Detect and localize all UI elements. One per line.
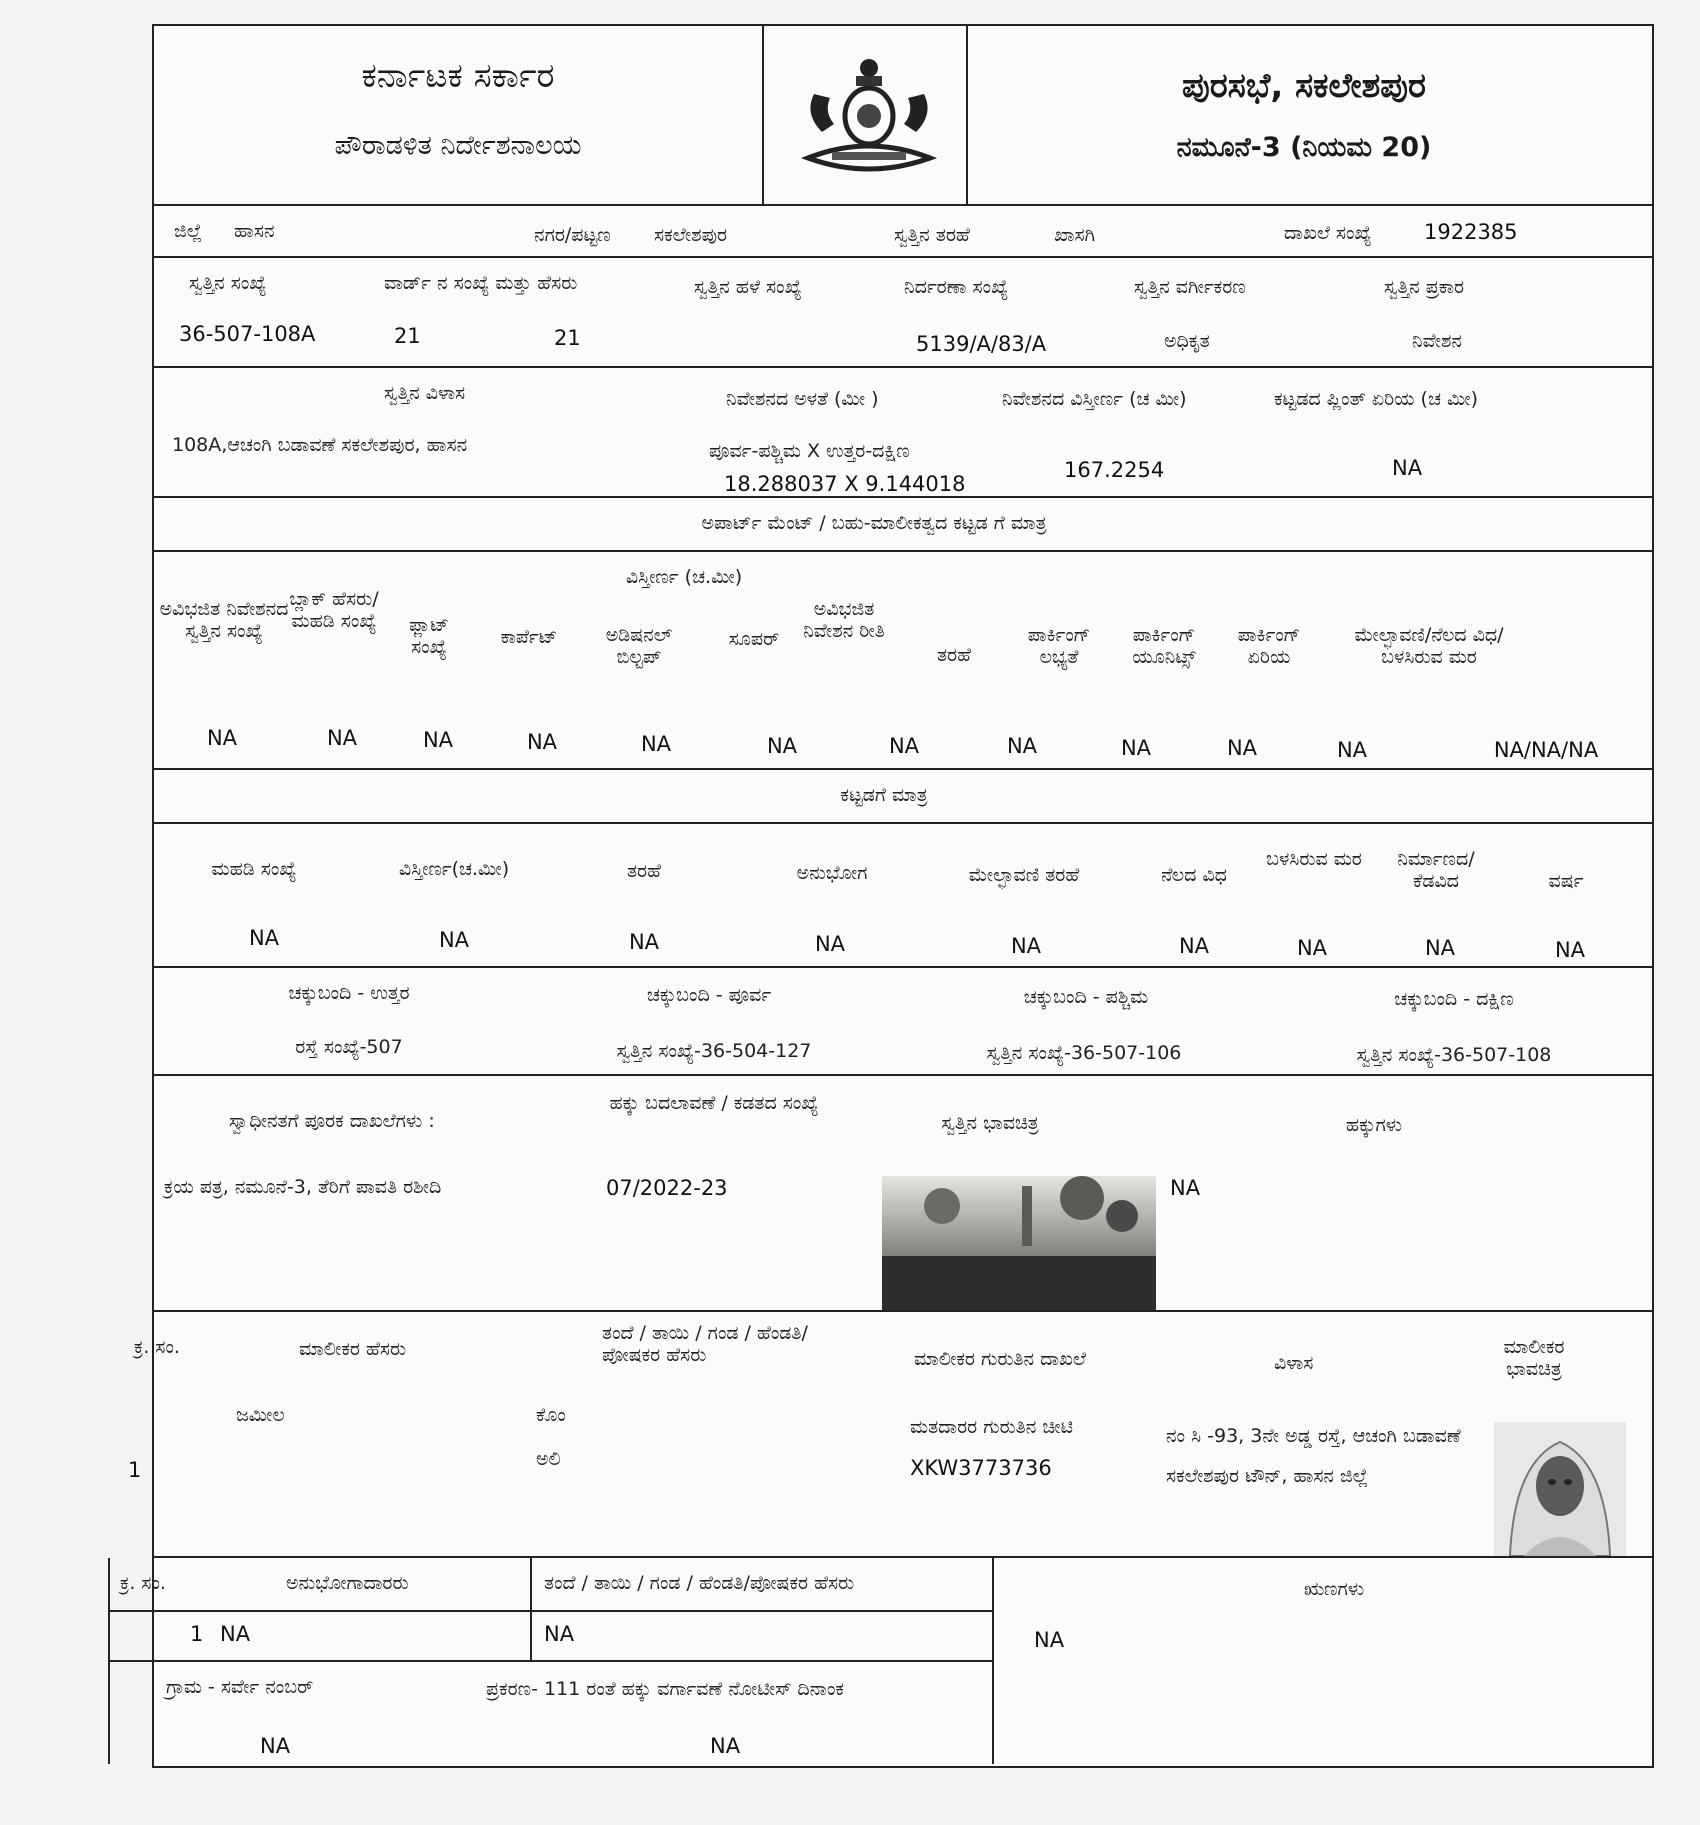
apartment-section [154,498,1652,770]
boundary-east-value: ಸ್ವತ್ತಿನ ಸಂಖ್ಯೆ-36-504-127 [616,1040,812,1062]
property-photo-label: ಸ್ವತ್ತಿನ ಭಾವಚಿತ್ರ [941,1112,1039,1134]
building-header-year: ವರ್ಷ [1548,870,1584,892]
owner-id-number: XKW3773736 [910,1456,1052,1480]
occupant-header-name: ಅನುಭೋಗಾದಾರರು [286,1572,409,1594]
occupant-table [108,1558,994,1764]
district-label: ಜಿಲ್ಲೆ [174,220,203,242]
site-measure-label: ನಿವೇಶನದ ಅಳತೆ (ಮೀ ) [726,388,879,410]
owner-address: ನಂ ಸಿ -93, 3ನೇ ಅಡ್ಡ ರಸ್ತೆ, ಆಚಂಗಿ ಬಡಾವಣೆ ಸಕಲೇಶಪುರ ಟೌನ್, ಹಾಸನ ಜಿಲ್ಲೆ [1166,1425,1461,1487]
documents-section [154,1076,1652,1312]
entry-number-label: ದಾಖಲೆ ಸಂಖ್ಯೆ [1284,222,1372,244]
apartment-header-parking-area: ಪಾರ್ಕಿಂಗ್ ಏರಿಯ [1237,624,1301,668]
property-row [154,258,1652,368]
documents-value: ಕ್ರಯ ಪತ್ರ, ನಮೂನೆ-3, ತೆರಿಗೆ ಪಾವತಿ ರಶೀದಿ [164,1176,442,1198]
occupant-section [120,1558,1652,1764]
building-header-floor: ಮಹಡಿ ಸಂಖ್ಯೆ [211,858,297,880]
apartment-value: NA [526,730,558,754]
plinth-area-label: ಕಟ್ಟಡದ ಪ್ಲಿಂತ್ ಏರಿಯ (ಚ ಮೀ) [1274,388,1479,410]
assessment-number-value: 5139/A/83/A [916,332,1047,356]
entry-number-value: 1922385 [1424,220,1518,244]
loans-label: ಋಣಗಳು [1303,1578,1365,1600]
owner-header-serial: ಕ್ರ. ಸಂ. [134,1336,180,1358]
owner-relation-name: ಅಲಿ [536,1448,561,1470]
site-measure-direction: ಪೂರ್ವ-ಪಶ್ಚಿಮ X ಉತ್ತರ-ದಕ್ಷಿಣ [709,440,910,462]
building-header-usage: ಅನುಭೋಗ [796,862,868,884]
building-header-roof-type: ಮೇಲ್ಛಾವಣಿ ತರಹೆ [968,864,1080,886]
property-type-value: ಖಾಸಗಿ [1054,224,1096,246]
assessment-number-label: ನಿರ್ದರಣಾ ಸಂಖ್ಯೆ [904,276,1009,298]
state-emblem-icon [794,54,944,184]
transfer-file-value: 07/2022-23 [606,1176,728,1200]
boundary-south-value: ಸ್ವತ್ತಿನ ಸಂಖ್ಯೆ-36-507-108 [1356,1044,1552,1066]
apartment-header-block: ಬ್ಲಾಕ್ ಹೆಸರು/ ಮಹಡಿ ಸಂಖ್ಯೆ [289,588,379,632]
building-value: NA [628,930,660,954]
building-value: NA [1010,934,1042,958]
town-label: ನಗರ/ಪಟ್ಟಣ [534,224,611,246]
building-value: NA [1424,936,1456,960]
owner-id-type: ಮತದಾರರ ಗುರುತಿನ ಚೀಟಿ [910,1416,1073,1438]
apartment-header-type: ತರಹೆ [936,644,972,666]
classification-value: ಅಧಿಕೃತ [1164,330,1210,352]
notice-date-label: ಪ್ರಕರಣ- 111 ರಂತೆ ಹಕ್ಕು ವರ್ಗಾವಣೆ ನೋಟೀಸ್ ದಿನಾಂಕ [486,1678,844,1700]
plinth-area-value: NA [1392,456,1423,480]
boundary-west-value: ಸ್ವತ್ತಿನ ಸಂಖ್ಯೆ-36-507-106 [986,1042,1182,1064]
ward-number-value: 21 [394,324,421,348]
transfer-file-label: ಹಕ್ಕು ಬದಲಾವಣೆ / ಕಡತದ ಸಂಖ್ಯೆ [609,1092,819,1114]
apartment-header-undivided: ಅವಿಭಜಿತ ನಿವೇಶನ ರೀತಿ [803,598,885,642]
apartment-value: NA [1226,736,1258,760]
property-photo [882,1176,1156,1310]
apartment-header-parent-property: ಅವಿಭಜಿತ ನಿವೇಶನದ ಸ್ವತ್ತಿನ ಸಂಖ್ಯೆ [159,598,289,642]
apartment-value: NA [206,726,238,750]
apartment-value: NA [1120,736,1152,760]
apartment-value: NA/NA/NA [1493,738,1599,762]
boundary-north-value: ರಸ್ತೆ ಸಂಖ್ಯೆ-507 [295,1036,403,1058]
ward-name-value: 21 [554,326,581,350]
notice-date-value: NA [710,1734,741,1758]
municipality-title: ಪುರಸಭೆ, ಸಕಲೇಶಪುರ [1182,66,1426,106]
owner-header-relation: ತಂದೆ / ತಾಯಿ / ಗಂಡ / ಹೆಂಡತಿ/ಪೋಷಕರ ಹೆಸರು [602,1322,808,1366]
apartment-header-super: ಸೂಪರ್ [728,628,780,650]
owner-photo [1494,1422,1626,1556]
owner-header-id: ಮಾಲೀಕರ ಗುರುತಿನ ದಾಖಲೆ [914,1348,1086,1370]
building-header-construction: ನಿರ್ಮಾಣದ/ ಕೆಡವಿದ [1397,848,1475,892]
owner-relation-prefix: ಕೊಂ [536,1404,566,1426]
building-header-area: ವಿಸ್ತೀರ್ಣ(ಚ.ಮೀ) [398,858,510,880]
apartment-title: ಅಪಾರ್ಟ್ ಮೆಂಟ್ / ಬಹು-ಮಾಲೀಕತ್ವದ ಕಟ್ಟಡ ಗೆ ಮಾತ್ರ [701,512,1047,534]
apartment-value: NA [640,732,672,756]
occupant-serial: 1 [190,1622,204,1646]
directorate-title: ಪೌರಾಡಳಿತ ನಿರ್ದೇಶನಾಲಯ [334,130,582,161]
district-value: ಹಾಸನ [234,220,275,242]
property-record-form [120,24,1654,1768]
building-header-type: ತರಹೆ [626,860,662,882]
apartment-area-group-label: ವಿಸ್ತೀರ್ಣ (ಚ.ಮೀ) [625,566,743,588]
address-value: 108A,ಆಚಂಗಿ ಬಡಾವಣೆ ಸಕಲೇಶಪುರ, ಹಾಸನ [172,434,468,456]
apartment-value: NA [1336,738,1368,762]
building-value: NA [1554,938,1586,962]
site-area-value: 167.2254 [1064,458,1165,482]
boundary-south-label: ಚಕ್ಕುಬಂದಿ - ದಕ್ಷಿಣ [1394,988,1514,1010]
owner-header-photo: ಮಾಲೀಕರ ಭಾವಚಿತ್ರ [1503,1336,1565,1380]
rights-value: NA [1170,1176,1201,1200]
building-value: NA [1296,936,1328,960]
rights-label: ಹಕ್ಕುಗಳು [1345,1114,1403,1136]
survey-number-value: NA [260,1734,291,1758]
apartment-value: NA [888,734,920,758]
property-kind-label: ಸ್ವತ್ತಿನ ಪ್ರಕಾರ [1384,276,1465,298]
property-kind-value: ನಿವೇಶನ [1412,330,1462,352]
site-measure-value: 18.288037 X 9.144018 [724,472,966,496]
address-label: ಸ್ವತ್ತಿನ ವಿಳಾಸ [384,382,466,404]
district-row [154,206,1652,258]
site-area-label: ನಿವೇಶನದ ವಿಸ್ತೀರ್ಣ (ಚ ಮೀ) [1002,388,1187,410]
apartment-header-carpet: ಕಾರ್ಪೆಟ್ [500,626,558,648]
documents-label: ಸ್ವಾಧೀನತಗೆ ಪೂರಕ ದಾಖಲೆಗಳು : [229,1110,435,1132]
owner-section [128,1312,1652,1558]
classification-label: ಸ್ವತ್ತಿನ ವರ್ಗೀಕರಣ [1134,276,1246,298]
occupant-name-value: NA [220,1622,251,1646]
apartment-header-flat: ಫ್ಲಾಟ್ ಸಂಖ್ಯೆ [409,614,449,658]
apartment-value: NA [1006,734,1038,758]
property-type-label: ಸ್ವತ್ತಿನ ತರಹೆ [894,224,970,246]
building-section [154,770,1652,968]
apartment-value: NA [326,726,358,750]
boundary-north-label: ಚಕ್ಕುಬಂದಿ - ಉತ್ತರ [288,982,410,1004]
owner-header-address: ವಿಳಾಸ [1274,1352,1314,1374]
apartment-header-parking-units: ಪಾರ್ಕಿಂಗ್ ಯೂನಿಟ್ಸ್ [1132,624,1196,668]
occupant-relation-value: NA [544,1622,575,1646]
property-number-value: 36-507-108A [179,322,316,346]
apartment-value: NA [422,728,454,752]
building-header-wood: ಬಳಸಿರುವ ಮರ [1266,848,1362,870]
building-title: ಕಟ್ಟಡಗೆ ಮಾತ್ರ [840,784,928,806]
owner-header-name: ಮಾಲೀಕರ ಹೆಸರು [299,1338,407,1360]
apartment-header-additional: ಅಡಿಷನಲ್ ಬಿಲ್ಟಪ್ [605,624,673,668]
town-value: ಸಕಲೇಶಪುರ [654,224,728,246]
boundary-west-label: ಚಕ್ಕುಬಂದಿ - ಪಶ್ಚಿಮ [1023,986,1149,1008]
government-title: ಕರ್ನಾಟಕ ಸರ್ಕಾರ [361,56,555,96]
apartment-header-roof: ಮೇಲ್ಛಾವಣಿ/ನೆಲದ ವಿಧ/ಬಳಸಿರುವ ಮರ [1354,624,1504,668]
apartment-header-parking-available: ಪಾರ್ಕಿಂಗ್ ಲಭ್ಯತೆ [1027,624,1091,668]
loans-value: NA [1034,1628,1065,1652]
owner-serial: 1 [128,1458,142,1482]
occupant-header-relation: ತಂದೆ / ತಾಯಿ / ಗಂಡ / ಹೆಂಡತಿ/ಪೋಷಕರ ಹೆಸರು [544,1572,855,1594]
building-value: NA [438,928,470,952]
building-value: NA [1178,934,1210,958]
ward-label: ವಾರ್ಡ್ ನ ಸಂಖ್ಯೆ ಮತ್ತು ಹೆಸರು [384,272,578,294]
property-number-label: ಸ್ವತ್ತಿನ ಸಂಖ್ಯೆ [189,272,267,294]
occupant-header-serial: ಕ್ರ. ಸಂ. [120,1572,166,1594]
owner-name: ಜಮೀಲ [236,1404,285,1426]
building-value: NA [248,926,280,950]
form-header [154,26,1652,206]
old-number-label: ಸ್ವತ್ತಿನ ಹಳೆ ಸಂಖ್ಯೆ [694,276,802,298]
boundary-east-label: ಚಕ್ಕುಬಂದಿ - ಪೂರ್ವ [646,984,772,1006]
apartment-value: NA [766,734,798,758]
boundaries-section [154,968,1652,1076]
survey-number-label: ಗ್ರಾಮ - ಸರ್ವೇ ನಂಬರ್ [166,1676,314,1698]
building-header-floor-type: ನೆಲದ ವಿಧ [1161,864,1227,886]
form-number-title: ನಮೂನೆ-3 (ನಿಯಮ 20) [1176,132,1432,163]
address-row [154,368,1652,498]
building-value: NA [814,932,846,956]
